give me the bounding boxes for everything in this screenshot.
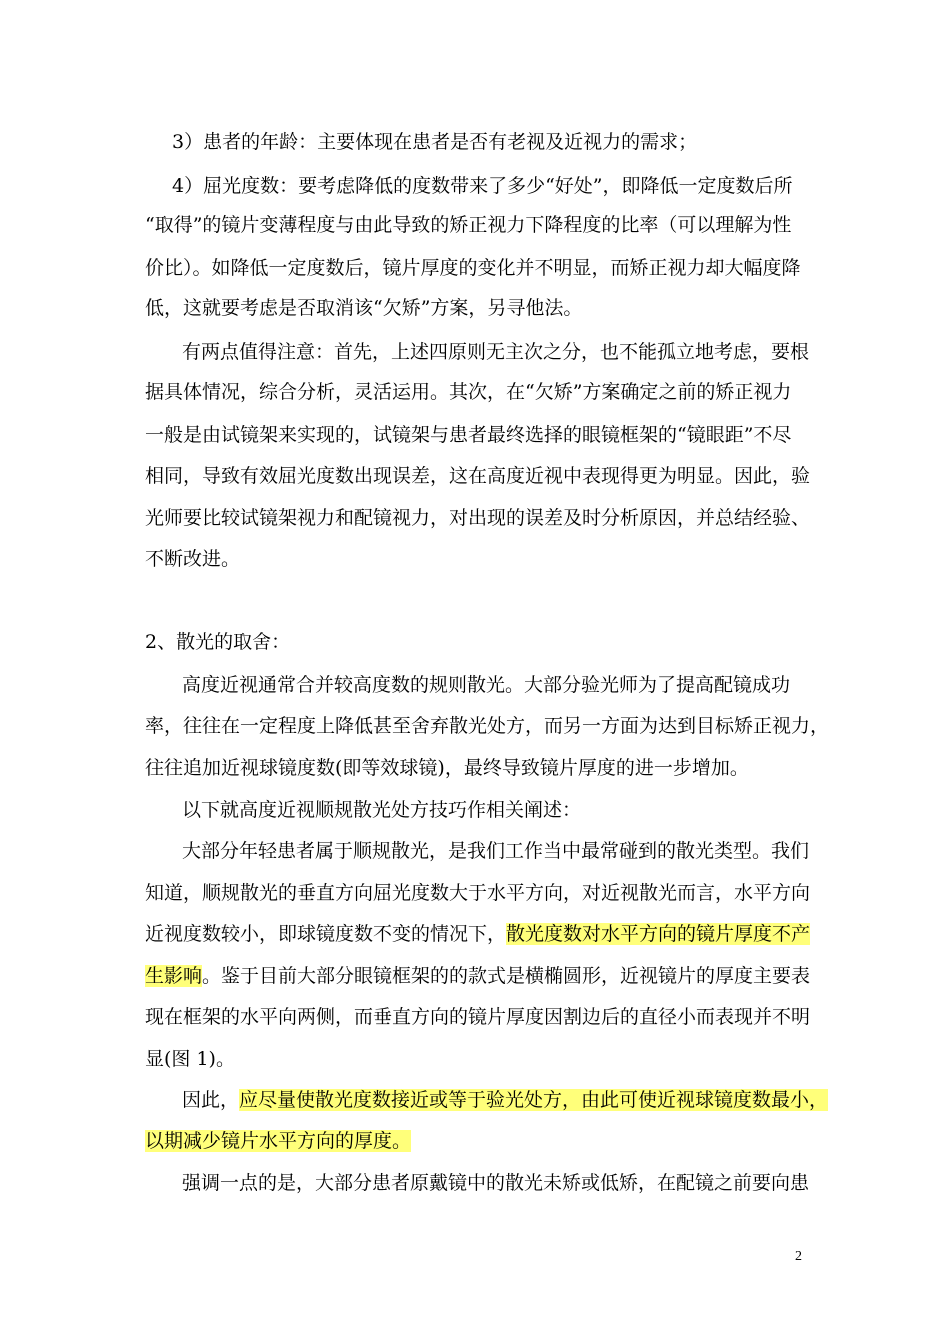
text-line — [172, 173, 837, 199]
text-line — [145, 463, 810, 489]
line-text: 率，往往在一定程度上降低甚至舍弃散光处方，而另一方面为达到目标矫正视力， — [145, 715, 830, 737]
text-line — [172, 129, 837, 155]
line-text: 据具体情况，综合分析，灵活运用。其次，在“欠矫”方案确定之前的矫正视力 — [145, 381, 792, 403]
line-text: 现在框架的水平向两侧，而垂直方向的镜片厚度因割边后的直径小而表现并不明 — [145, 1006, 811, 1028]
line-text: 价比）。如降低一定度数后，镜片厚度的变化并不明显，而矫正视力却大幅度降 — [145, 257, 801, 279]
text-line — [145, 1004, 810, 1030]
text-line — [145, 546, 810, 572]
line-text: 4）屈光度数：要考虑降低的度数带来了多少“好处”，即降低一定度数后所 — [172, 175, 793, 197]
line-text: 近视度数较小，即球镜度数不变的情况下， — [145, 923, 507, 945]
page-number: 2 — [795, 1249, 802, 1264]
line-text: 低，这就要考虑是否取消该“欠矫”方案，另寻他法。 — [145, 297, 583, 319]
text-line — [182, 339, 847, 365]
line-text: 强调一点的是，大部分患者原戴镜中的散光未矫或低矫，在配镜之前要向患 — [182, 1172, 810, 1194]
text-line — [145, 379, 810, 405]
highlighted-text: 以期减少镜片水平方向的厚度。 — [145, 1130, 412, 1152]
text-line — [145, 212, 810, 238]
line-text: 不断改进。 — [145, 548, 241, 570]
text-line — [145, 880, 810, 906]
heading-text: 2、散光的取舍： — [145, 631, 291, 653]
line-text: “取得”的镜片变薄程度与由此导致的矫正视力下降程度的比率（可以理解为性 — [145, 214, 792, 236]
text-line — [145, 755, 810, 781]
text-line — [182, 838, 847, 864]
text-line — [145, 255, 810, 281]
text-line — [145, 422, 810, 448]
line-text: 。鉴于目前大部分眼镜框架的的款式是横椭圆形，近视镜片的厚度主要表 — [202, 965, 811, 987]
text-line — [145, 1046, 810, 1072]
highlighted-text: 散光度数对水平方向的镜片厚度不产 — [506, 923, 811, 945]
line-text: 3）患者的年龄：主要体现在患者是否有老视及近视力的需求； — [172, 131, 698, 153]
line-text: 以下就高度近视顺规散光处方技巧作相关阐述： — [182, 799, 582, 821]
text-line — [145, 713, 830, 739]
highlighted-text: 应尽量使散光度数接近或等于验光处方，由此可使近视球镜度数最小， — [239, 1089, 829, 1111]
text-line — [182, 797, 847, 823]
line-text: 高度近视通常合并较高度数的规则散光。大部分验光师为了提高配镜成功 — [182, 674, 791, 696]
text-line — [182, 1170, 847, 1196]
highlighted-text: 生影响 — [145, 965, 203, 987]
text-line — [145, 505, 810, 531]
line-text: 有两点值得注意：首先，上述四原则无主次之分，也不能孤立地考虑，要根 — [182, 341, 810, 363]
line-text: 一般是由试镜架来实现的，试镜架与患者最终选择的眼镜框架的“镜眼距”不尽 — [145, 424, 792, 446]
text-line — [145, 295, 810, 321]
text-line — [182, 672, 847, 698]
section-heading — [145, 629, 810, 655]
text-line — [145, 921, 810, 947]
text-line — [145, 963, 810, 989]
line-text: 相同，导致有效屈光度数出现误差，这在高度近视中表现得更为明显。因此，验 — [145, 465, 811, 487]
text-line — [182, 1087, 847, 1113]
text-line — [145, 1128, 810, 1154]
line-text: 往往追加近视球镜度数(即等效球镜)，最终导致镜片厚度的进一步增加。 — [145, 757, 749, 779]
line-text: 光师要比较试镜架视力和配镜视力，对出现的误差及时分析原因，并总结经验、 — [145, 507, 811, 529]
line-text: 大部分年轻患者属于顺规散光，是我们工作当中最常碰到的散光类型。我们 — [182, 840, 810, 862]
line-text: 知道，顺规散光的垂直方向屈光度数大于水平方向，对近视散光而言，水平方向 — [145, 882, 811, 904]
line-text: 因此， — [182, 1089, 240, 1111]
line-text: 显(图 1)。 — [145, 1048, 235, 1070]
